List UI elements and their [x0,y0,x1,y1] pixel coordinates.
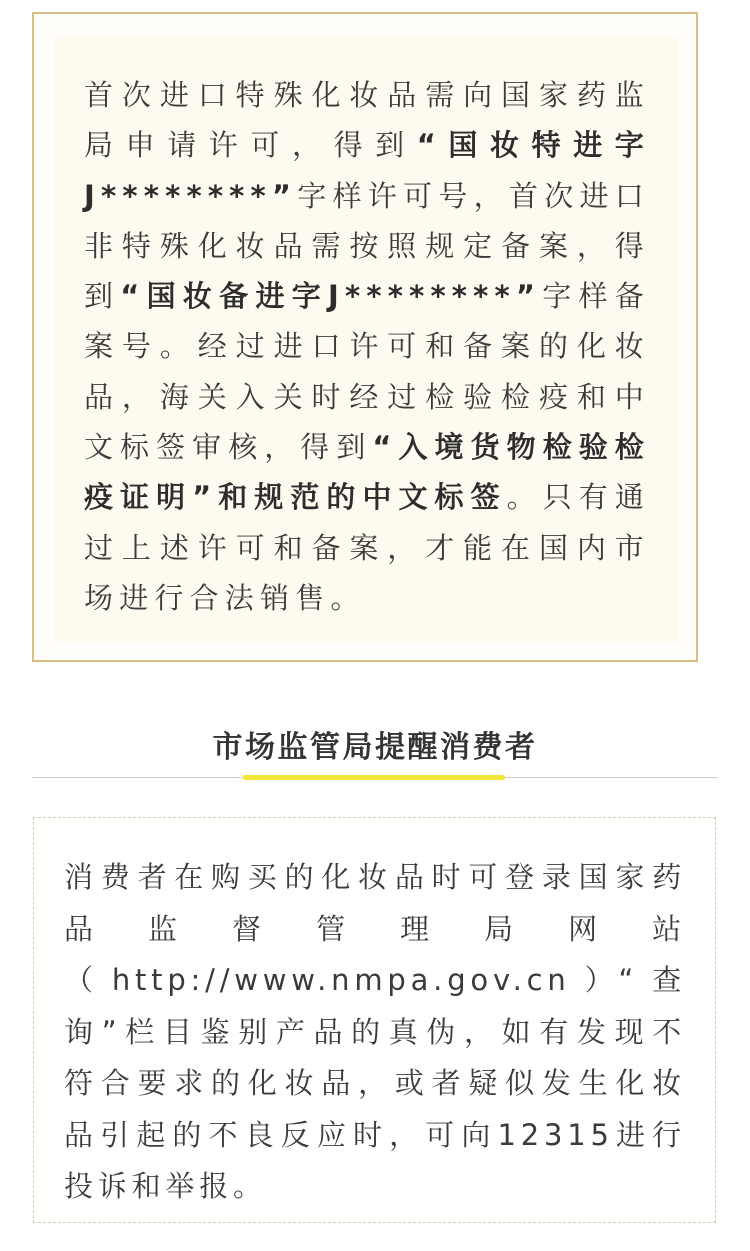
paragraph-line: 投诉和举报。 [64,1169,267,1203]
paragraph-line: 非特殊化妆品需按照规定备案，得 [84,228,650,263]
consumer-notice-box [33,817,716,1223]
paragraph-line: 疫证明”和规范的中文标签。只有通 [84,480,650,515]
section-title: 市场监管局提醒消费者 [212,730,538,765]
paragraph-line: 消费者在购买的化妆品时可登录国家药 [64,860,686,894]
inspection-certificate-term-cont: 疫证明”和规范的中文标签 [84,480,507,515]
paragraph-line: 案号。经过进口许可和备案的化妆 [84,329,650,364]
paragraph-line: 品，海关入关时经过检验检疫和中 [84,379,650,414]
inspection-certificate-term: “入境货物检验检 [372,430,650,465]
import-rules-paragraph [84,70,650,623]
website-line: （ http://www.nmpa.gov.cn ）“ 查 [64,963,687,997]
paragraph-line: 询”栏目鉴别产品的真伪，如有发现不 [64,1014,686,1049]
paragraph-line: 符合要求的化妆品，或者疑似发生化妆 [64,1066,686,1100]
hotline-line: 品引起的不良反应时，可向12315进行 [64,1117,686,1152]
paragraph-line: 文标签审核，得到“入境货物检验检 [84,430,650,465]
paragraph-line: 首次进口特殊化妆品需向国家药监 [84,78,650,112]
title-accent-bar [243,775,505,780]
consumer-notice-paragraph [64,852,686,1213]
paragraph-line: 品 监 督 管 理 局 网 站 [64,911,686,946]
import-rules-inner-panel [54,36,678,642]
paragraph-line: 到“国妆备进字J********”字样备 [84,279,650,314]
license-format-special-code: J********” [84,178,298,213]
paragraph-line: J********”字样许可号，首次进口 [84,178,650,213]
import-rules-box [32,12,698,662]
paragraph-line: 场进行合法销售。 [84,580,366,615]
paragraph-line: 局申请许可，得到“国妆特进字 [84,128,650,163]
paragraph-line: 过上述许可和备案，才能在国内市 [84,530,650,565]
license-format-special: “国妆特进字 [416,128,650,163]
filing-format-nonspecial: “国妆备进字J********” [120,279,542,314]
